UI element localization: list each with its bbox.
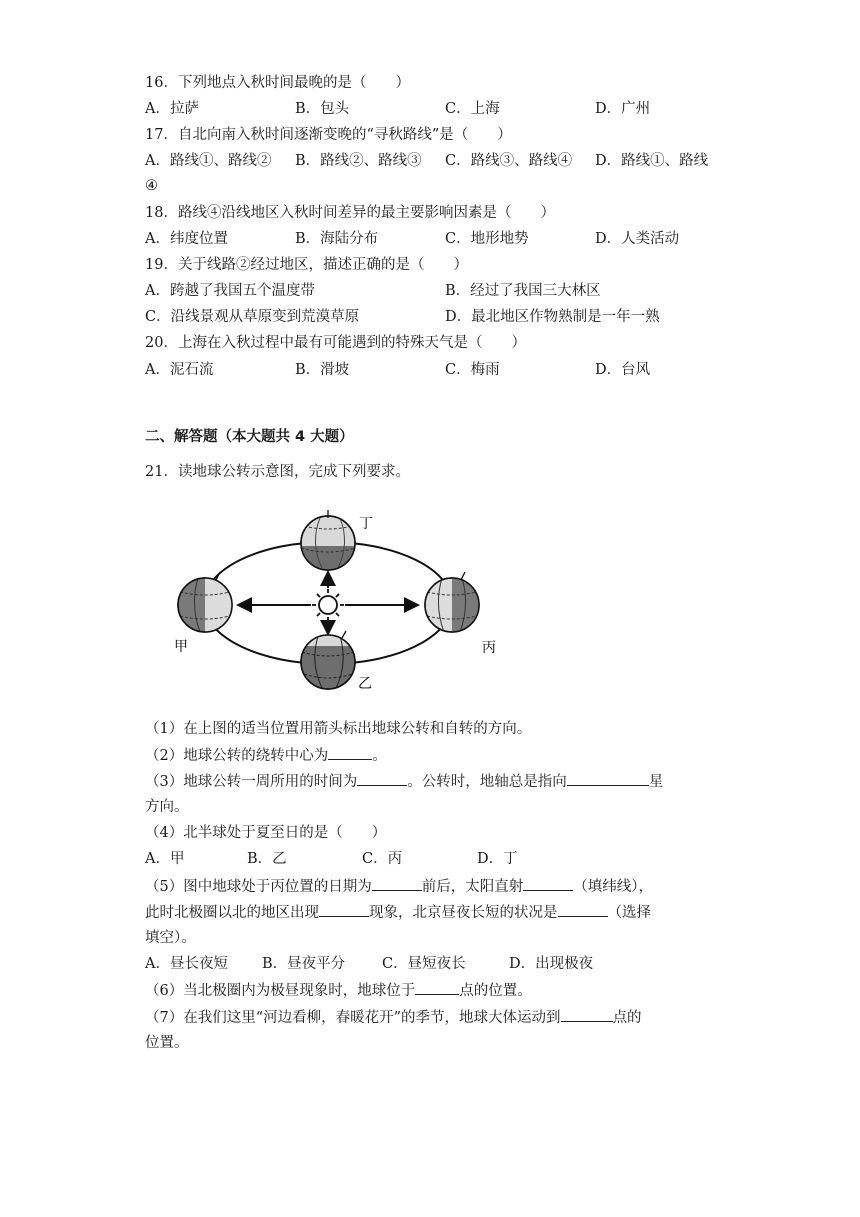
q20-stem: 20．上海在入秋过程中最有可能遇到的特殊天气是（ ）: [145, 335, 526, 351]
q18-option-a: A．纬度位置: [145, 231, 228, 247]
answer-blank[interactable]: [567, 771, 649, 786]
q16-option-a: A．拉萨: [145, 101, 199, 117]
q16-option-d: D．广州: [595, 101, 651, 117]
q21-part5-line3: 填空）。: [145, 930, 196, 946]
q21-part5: （5）图中地球处于丙位置的日期为 前后，太阳直射 （填纬线），: [145, 876, 653, 897]
q21-part5-option-a: A．昼长夜短: [145, 956, 228, 972]
q21-part4-option-c: C．丙: [362, 851, 403, 867]
q21-part5-line2: 此时北极圈以北的地区出现 现象，北京昼夜长短的状况是 （选择: [145, 902, 651, 923]
q20-option-a: A．泥石流: [145, 362, 214, 378]
q17-stem: 17．自北向南入秋时间逐渐变晚的“寻秋路线”是（ ）: [145, 127, 512, 143]
sun-icon: [312, 589, 344, 621]
q16-option-b: B．包头: [295, 101, 350, 117]
q21-part4-option-d: D．丁: [477, 851, 518, 867]
answer-blank[interactable]: [561, 1007, 613, 1022]
q17-option-b: B．路线②、路线③: [295, 153, 422, 169]
q21-part1: （1）在上图的适当位置用箭头标出地球公转和自转的方向。: [145, 721, 532, 737]
answer-blank[interactable]: [415, 980, 459, 995]
q21-part4-option-a: A．甲: [145, 851, 185, 867]
q21-part3-wrap: 方向。: [145, 799, 189, 815]
q21-stem: 21．读地球公转示意图，完成下列要求。: [145, 464, 410, 480]
section-2-title: 二、解答题（本大题共 4 大题）: [145, 429, 354, 445]
q21-part3: （3）地球公转一周所用的时间为 。公转时，地轴总是指向 星: [145, 771, 663, 792]
q19-option-d: D．最北地区作物熟制是一年一熟: [445, 309, 660, 325]
q21-part5-option-b: B．昼夜平分: [262, 956, 346, 972]
q18-option-c: C．地形地势: [445, 231, 529, 247]
q19-stem: 19．关于线路②经过地区，描述正确的是（ ）: [145, 257, 468, 273]
label-bing: 丙: [482, 640, 496, 656]
q21-part4-option-b: B．乙: [247, 851, 287, 867]
answer-blank[interactable]: [372, 876, 422, 891]
q21-part4: （4）北半球处于夏至日的是（ ）: [145, 825, 387, 841]
q18-stem: 18．路线④沿线地区入秋时间差异的最主要影响因素是（ ）: [145, 205, 555, 221]
q17-option-d: D．路线①、路线: [595, 153, 709, 169]
q21-part2: （2）地球公转的绕转中心为 。: [145, 745, 387, 766]
q21-part7: （7）在我们这里“河边看柳，春暖花开”的季节，地球大体运动到 点的: [145, 1007, 642, 1028]
q17-option-a: A．路线①、路线②: [145, 153, 272, 169]
q21-part5-option-c: C．昼短夜长: [382, 956, 466, 972]
q16-option-c: C．上海: [445, 101, 500, 117]
label-ding: 丁: [359, 516, 373, 532]
answer-blank[interactable]: [357, 771, 407, 786]
label-jia: 甲: [174, 639, 188, 655]
q19-option-a: A．跨越了我国五个温度带: [145, 283, 315, 299]
q20-option-d: D．台风: [595, 362, 651, 378]
q18-option-b: B．海陆分布: [295, 231, 379, 247]
q19-option-c: C．沿线景观从草原变到荒漠草原: [145, 309, 360, 325]
q17-option-c: C．路线③、路线④: [445, 153, 573, 169]
q20-option-c: C．梅雨: [445, 362, 500, 378]
q21-part6: （6）当北极圈内为极昼现象时，地球位于 点的位置。: [145, 980, 532, 1001]
q21-part7-wrap: 位置。: [145, 1035, 189, 1051]
answer-blank[interactable]: [328, 745, 372, 760]
q17-option-d-wrap: ④: [145, 178, 158, 194]
answer-blank[interactable]: [319, 902, 369, 917]
q18-option-d: D．人类活动: [595, 231, 680, 247]
q19-option-b: B．经过了我国三大林区: [445, 283, 601, 299]
q21-part5-option-d: D．出现极夜: [509, 956, 594, 972]
earth-jia-icon: [178, 572, 237, 636]
label-yi: 乙: [358, 676, 372, 692]
answer-blank[interactable]: [523, 876, 573, 891]
earth-orbit-diagram: [150, 488, 530, 718]
earth-bing-icon: [425, 572, 484, 636]
answer-blank[interactable]: [558, 902, 608, 917]
q16-stem: 16．下列地点入秋时间最晚的是（ ）: [145, 75, 410, 91]
q20-option-b: B．滑坡: [295, 362, 350, 378]
